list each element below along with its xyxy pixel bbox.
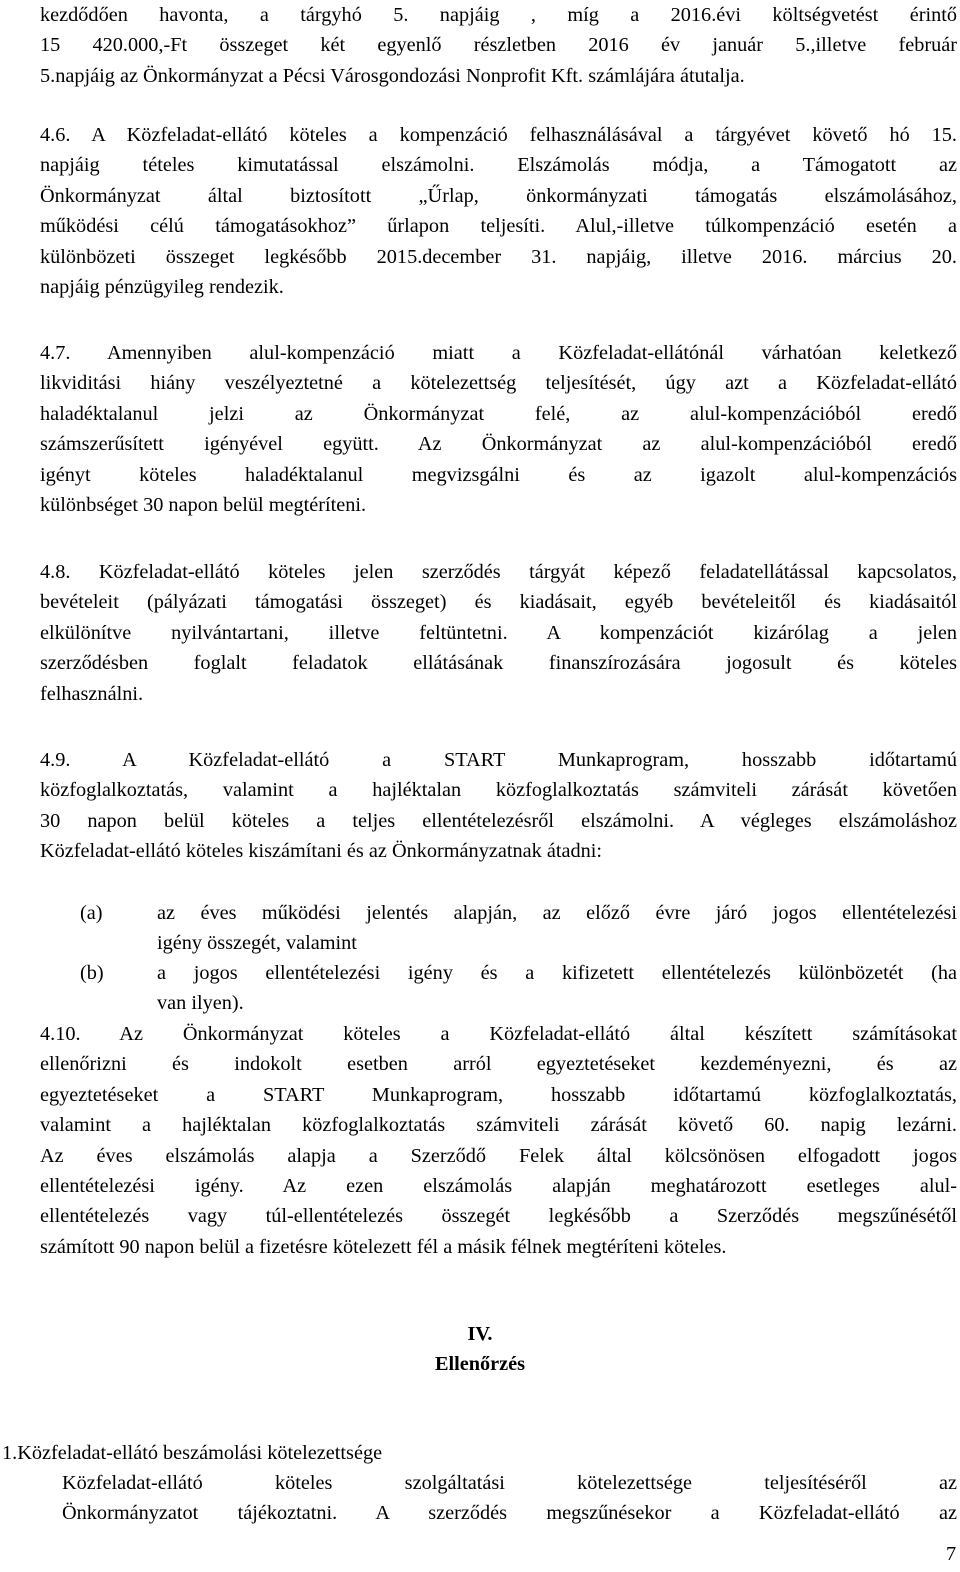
text-line: 5.napjáig az Önkormányzat a Pécsi Városgondozási Nonprofit Kft. számlájára átutalja. [40,64,745,87]
text-line: különbséget 30 napon belül megtéríteni. [40,493,367,516]
text-line: 4.10. Az Önkormányzat köteles a Közfeladat-ellátó által készített számításokat [40,1023,957,1045]
section-title: Ellenőrzés [434,1353,526,1375]
text-line: ellentételezés vagy túl-ellentételezés összegét legkésőbb a Szerződés megszűnésétől [40,1205,957,1228]
text-line: Közfeladat-ellátó köteles kiszámítani és az Önkormányzatnak átadni: [40,840,603,863]
intro-paragraph [40,0,957,91]
text-line: a jogos ellentételezési igény és a kifizetett ellentételezés különbözetét (ha [157,962,957,984]
text-line: kezdődően havonta, a tárgyhó 5. napjáig , míg a 2016.évi költségvetést érintő [40,4,957,26]
section-number: IV. [467,1323,493,1345]
text-line: likviditási hiány veszélyeztetné a kötelezettség teljesítését, úgy azt a Közfeladat-ellátó [40,372,957,395]
text-line: valamint a hajléktalan közfoglalkoztatás számviteli zárását követő 60. napig lezárni. [40,1114,957,1137]
page-number: 7 [946,1543,957,1565]
text-line: van ilyen). [157,992,244,1015]
paragraph-4-9 [40,745,957,867]
item-b-label: (b) [80,962,104,984]
text-line: egyeztetéseket a START Munkaprogram, hosszabb időtartamú közfoglalkoztatás, [40,1083,957,1106]
text-line: napjáig pénzügyileg rendezik. [40,275,284,298]
text-line: ellentételezési igény. Az ezen elszámolás alapján meghatározott esetleges alul- [40,1174,957,1197]
text-line: Önkormányzat által biztosított „Űrlap, önkormányzati támogatás elszámolásához, [40,184,957,207]
text-line: 4.9. A Közfeladat-ellátó a START Munkaprogram, hosszabb időtartamú [40,749,957,771]
text-line: számszerűsített igényével együtt. Az Önkormányzat az alul-kompenzációból eredő [40,433,957,456]
text-line: igényt köteles haladéktalanul megvizsgálni és az igazolt alul-kompenzációs [40,463,957,486]
item-a-label: (a) [80,902,103,924]
item-a-text [157,898,957,959]
paragraph-4-7 [40,338,957,520]
text-line: az éves működési jelentés alapján, az előző évre járó jogos ellentételezési [157,902,957,924]
text-line: elkülönítve nyilvántartani, illetve feltüntetni. A kompenzációt kizárólag a jelen [40,621,957,644]
text-line: Az éves elszámolás alapja a Szerződő Felek által kölcsönösen elfogadott jogos [40,1144,957,1167]
text-line: napjáig tételes kimutatással elszámolni. Elszámolás módja, a Támogatott az [40,154,957,177]
text-line: 30 napon belül köteles a teljes ellentételezésről elszámolni. A végleges elszámoláshoz [40,809,957,832]
text-line: szerződésben foglalt feladatok ellátásának finanszírozására jogosult és köteles [40,652,957,675]
text-line: számított 90 napon belül a fizetésre kötelezett fél a másik félnek megtéríteni köteles. [40,1235,727,1258]
text-line: működési célú támogatásokhoz” űrlapon teljesíti. Alul,-illetve túlkompenzáció esetén a [40,215,957,238]
subsection-paragraph [62,1468,957,1529]
item-b-text [157,958,957,1019]
text-line: Közfeladat-ellátó köteles szolgáltatási kötelezettsége teljesítéséről az [62,1472,957,1494]
paragraph-4-6 [40,120,957,302]
text-line: igény összegét, valamint [157,932,357,955]
text-line: Önkormányzatot tájékoztatni. A szerződés megszűnésekor a Közfeladat-ellátó az [62,1502,957,1525]
text-line: különbözeti összeget legkésőbb 2015.december 31. napjáig, illetve 2016. március 20. [40,245,957,268]
text-line: ellenőrizni és indokolt esetben arról egyeztetéseket kezdeményezni, és az [40,1053,957,1076]
text-line: felhasználni. [40,682,144,705]
paragraph-4-8 [40,557,957,709]
subsection-heading: 1.Közfeladat-ellátó beszámolási kötelezettsége [2,1442,383,1464]
text-line: bevételeit (pályázati támogatási összeget) és kiadásait, egyéb bevételeitől és kiadásaitól [40,591,957,614]
text-line: haladéktalanul jelzi az Önkormányzat felé, az alul-kompenzációból eredő [40,402,957,425]
text-line: 4.6. A Közfeladat-ellátó köteles a kompenzáció felhasználásával a tárgyévet követő hó 15. [40,124,957,146]
text-line: 15 420.000,-Ft összeget két egyenlő részletben 2016 év január 5.,illetve február [40,34,957,57]
text-line: közfoglalkoztatás, valamint a hajléktalan közfoglalkoztatás számviteli zárását követően [40,779,957,802]
paragraph-4-10 [40,1019,957,1262]
text-line: 4.7. Amennyiben alul-kompenzáció miatt a Közfeladat-ellátónál várhatóan keletkező [40,342,957,364]
text-line: 4.8. Közfeladat-ellátó köteles jelen szerződés tárgyát képező feladatellátással kapcsolatos, [40,561,957,583]
